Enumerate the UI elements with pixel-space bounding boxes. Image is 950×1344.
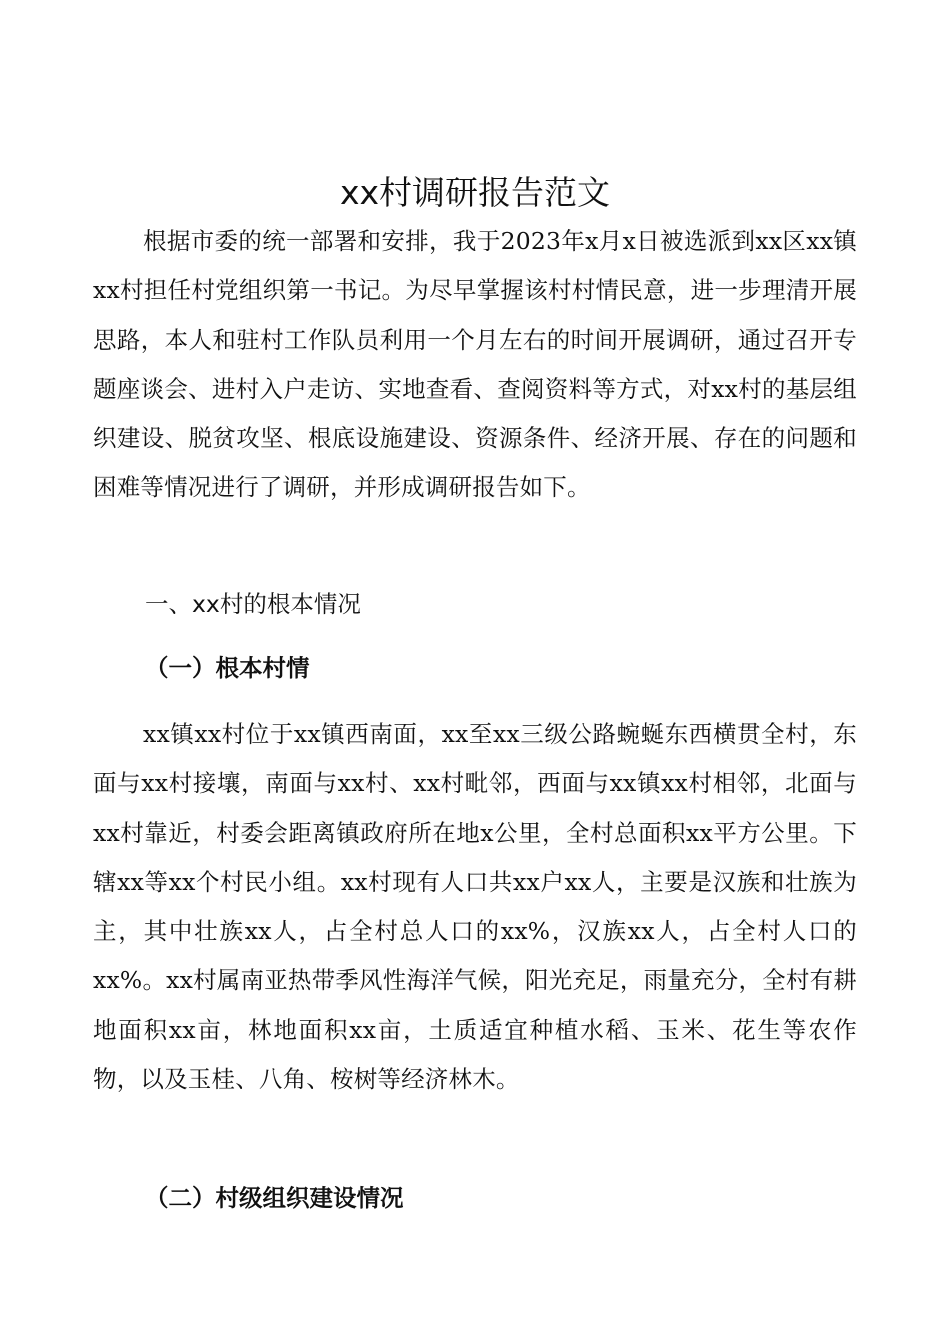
subsection-heading-organization: （二）村级组织建设情况 [145,1184,404,1212]
basic-village-paragraph: xx镇xx村位于xx镇西南面，xx至xx三级公路蜿蜒东西横贯全村，东面与xx村接壤，南面与xx村、xx村毗邻，西面与xx镇xx村相邻，北面与xx村靠近，村委会距离镇政府所在地x公里，全村总面积xx平方公里。下辖xx等xx个村民小组。xx村现有人口共xx户xx人，主要是汉族和壮族为主，其中壮族xx人，占全村总人口的xx%，汉族xx人，占全村人口的xx%。xx村属南亚热带季风性海洋气候，阳光充足，雨量充分，全村有耕地面积xx亩，林地面积xx亩，土质适宜种植水稻、玉米、花生等农作物，以及玉桂、八角、桉树等经济林木。 [93,720,857,1094]
intro-paragraph: 根据市委的统一部署和安排，我于2023年x月x日被选派到xx区xx镇xx村担任村党组织第一书记。为尽早掌握该村村情民意，进一步理清开展思路，本人和驻村工作队员利用一个月左右的时间开展调研，通过召开专题座谈会、进村入户走访、实地查看、查阅资料等方式，对xx村的基层组织建设、脱贫攻坚、根底设施建设、资源条件、经济开展、存在的问题和困难等情况进行了调研，并形成调研报告如下。 [93,227,857,502]
section-heading-basic-situation: 一、xx村的根本情况 [145,590,361,618]
subsection-heading-basic-village: （一）根本村情 [145,654,310,682]
document-title: xx村调研报告范文 [339,173,611,213]
